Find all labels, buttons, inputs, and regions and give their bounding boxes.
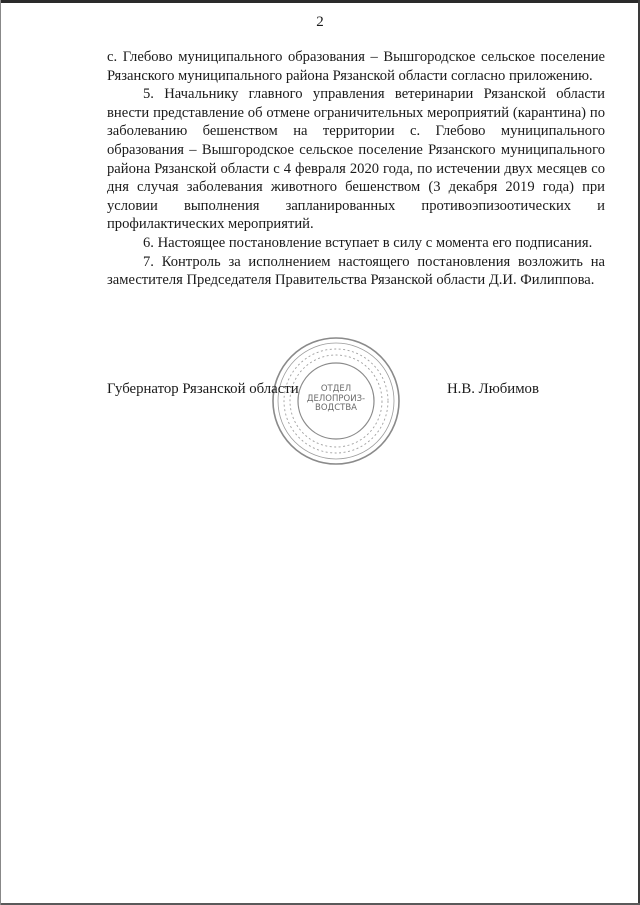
official-stamp bbox=[270, 335, 402, 467]
signature-position: Губернатор Рязанской области bbox=[107, 381, 299, 397]
scan-edge-top bbox=[0, 0, 640, 3]
stamp-center-text: ОТДЕЛ ДЕЛОПРОИЗ- ВОДСТВА bbox=[306, 384, 366, 413]
document-body bbox=[107, 48, 605, 290]
page-number: 2 bbox=[316, 14, 324, 30]
paragraph-7: 7. Контроль за исполнением настоящего постановления возложить на заместителя Председателя Правительства Рязанской области Д.И. Филиппова. bbox=[107, 253, 605, 289]
paragraph-5: 5. Начальнику главного управления ветеринарии Рязанской области внести представление об отмене ограничительных мероприятий (карантина) по заболеванию бешенством на территории с. Глебово муниципального образования – Вышгородское сельское поселение Рязанского муниципального района Рязанской области с 4 февраля 2020 года, по истечении двух месяцев со дня случая заболевания животного бешенством (3 декабря 2019 года) при условии выполнения запланированных противоэпизоотических и профилактических мероприятий. bbox=[107, 86, 605, 233]
paragraph-6: 6. Настоящее постановление вступает в силу с момента его подписания. bbox=[143, 234, 593, 251]
scan-edge-left bbox=[0, 0, 1, 905]
paragraph-continuation: с. Глебово муниципального образования – Вышгородское сельское поселение Рязанского муниципального района Рязанской области согласно приложению. bbox=[107, 49, 605, 84]
signature-name: Н.В. Любимов bbox=[447, 381, 539, 397]
